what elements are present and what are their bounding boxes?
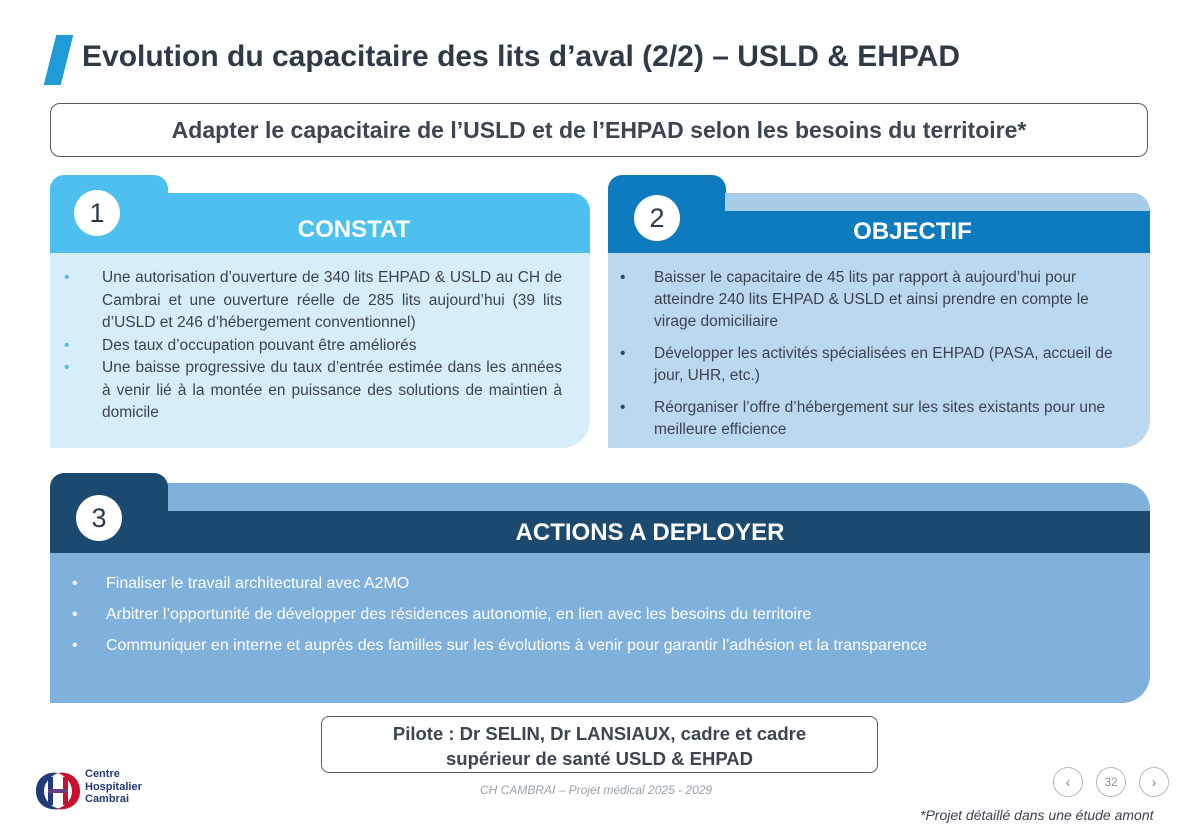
logo-text — [85, 768, 142, 806]
pilote-box — [321, 716, 878, 773]
panel-objectif-body — [608, 253, 1150, 448]
bullet: • — [620, 269, 626, 286]
bullet: • — [72, 637, 78, 654]
bullet: • — [72, 575, 78, 592]
logo-line-1: Centre — [85, 768, 120, 780]
panel-actions-body — [50, 553, 1150, 703]
chevron-right-icon: › — [1151, 773, 1157, 791]
list-item — [608, 267, 1130, 333]
list-item — [50, 335, 562, 358]
subtitle-box — [50, 103, 1148, 157]
list-item — [608, 343, 1130, 387]
list-item — [50, 573, 1150, 595]
panel-objectif-number: 2 — [634, 195, 680, 241]
panel-objectif-tab-strip — [725, 193, 1150, 211]
footer-text: CH CAMBRAI – Projet médical 2025 - 2029 — [480, 783, 713, 797]
panel-constat-heading: CONSTAT — [297, 216, 411, 243]
bullet: • — [64, 269, 70, 286]
list-item-text: Des taux d’occupation pouvant être améliorés — [102, 336, 417, 354]
bullet: • — [72, 606, 78, 623]
page-number: 32 — [1096, 767, 1126, 797]
list-item-text: Réorganiser l’offre d’hébergement sur les sites existants pour une meilleure efficience — [654, 399, 1106, 438]
list-item-text: Une autorisation d’ouverture de 340 lits EHPAD & USLD au CH de Cambrai et une ouverture réelle de 285 lits aujourd’hui (39 lits d’USLD et 246 d’hébergement conventionnel) — [102, 269, 562, 331]
list-item-text: Baisser le capacitaire de 45 lits par rapport à aujourd’hui pour atteindre 240 lits EHPAD & USLD et ainsi prendre en compte le virage domiciliaire — [654, 269, 1089, 330]
chevron-left-icon: ‹ — [1065, 773, 1071, 791]
panel-objectif-heading: OBJECTIF — [853, 218, 972, 245]
bullet: • — [620, 399, 626, 416]
list-item-text: Développer les activités spécialisées en EHPAD (PASA, accueil de jour, UHR, etc.) — [654, 345, 1113, 384]
prev-page-button[interactable] — [1053, 767, 1083, 797]
list-item-text: Arbitrer l’opportunité de développer des résidences autonomie, en lien avec les besoins du territoire — [106, 606, 812, 623]
bullet: • — [64, 359, 70, 376]
list-item — [50, 267, 562, 335]
panel-actions-number: 3 — [76, 495, 122, 541]
list-item-text: Finaliser le travail architectural avec A2MO — [106, 575, 410, 592]
panel-constat-body — [50, 253, 590, 448]
bullet: • — [620, 345, 626, 362]
title-accent-bar — [44, 35, 73, 85]
list-item — [608, 397, 1130, 441]
list-item — [50, 635, 1150, 657]
logo-line-2: Hospitalier — [85, 780, 142, 793]
pilote-line-1: Pilote : Dr SELIN, Dr LANSIAUX, cadre et cadre — [392, 723, 807, 744]
pilote-line-2: supérieur de santé USLD & EHPAD — [445, 748, 754, 769]
list-item-text: Une baisse progressive du taux d’entrée estimée dans les années à venir lié à la montée en puissance des solutions de maintien à domicile — [102, 359, 562, 421]
panel-constat-number: 1 — [74, 190, 120, 236]
list-item — [50, 604, 1150, 626]
panel-actions-heading: ACTIONS A DEPLOYER — [515, 519, 785, 546]
next-page-button[interactable] — [1139, 767, 1169, 797]
page-title: Evolution du capacitaire des lits d’aval (2/2) – USLD & EHPAD — [82, 40, 960, 73]
subtitle-text: Adapter le capacitaire de l’USLD et de l’EHPAD selon les besoins du territoire* — [171, 116, 1027, 143]
logo-line-3: Cambrai — [85, 793, 130, 805]
list-item — [50, 357, 562, 425]
list-item-text: Communiquer en interne et auprès des familles sur les évolutions à venir pour garantir l’adhésion et la transparence — [106, 637, 927, 654]
footnote: *Projet détaillé dans une étude amont — [920, 807, 1154, 823]
bullet: • — [64, 336, 70, 354]
